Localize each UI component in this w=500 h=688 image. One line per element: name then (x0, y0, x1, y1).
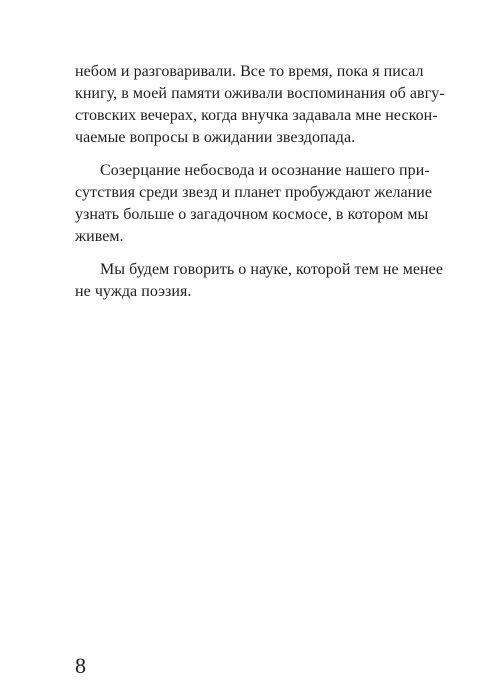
text-line: не чужда поэзия. (75, 283, 192, 300)
text-line: Созерцание небосвода и осознание нашего при- (100, 162, 430, 179)
page-number: 8 (75, 653, 86, 678)
text-line: небом и разговаривали. Все то время, пока я писал (75, 63, 424, 80)
text-line: сутствия среди звезд и планет пробуждают желание (75, 184, 433, 201)
text-line: стовских вечерах, когда внучка задавала мне нескон- (75, 107, 438, 124)
paragraph-1 (75, 61, 445, 149)
paragraph-2 (75, 160, 433, 248)
paragraph-spacing (75, 248, 415, 259)
paragraph-3 (75, 259, 443, 303)
text-line: чаемые вопросы в ожидании звездопада. (75, 129, 356, 146)
body-text (75, 61, 445, 303)
text-line: книгу, в моей памяти оживали воспоминания об авгу- (75, 85, 445, 102)
text-line: Мы будем говорить о науке, которой тем не менее (100, 261, 443, 278)
paragraph-spacing (75, 149, 415, 160)
text-line: живем. (75, 228, 124, 245)
text-line: узнать больше о загадочном космосе, в котором мы (75, 206, 429, 223)
